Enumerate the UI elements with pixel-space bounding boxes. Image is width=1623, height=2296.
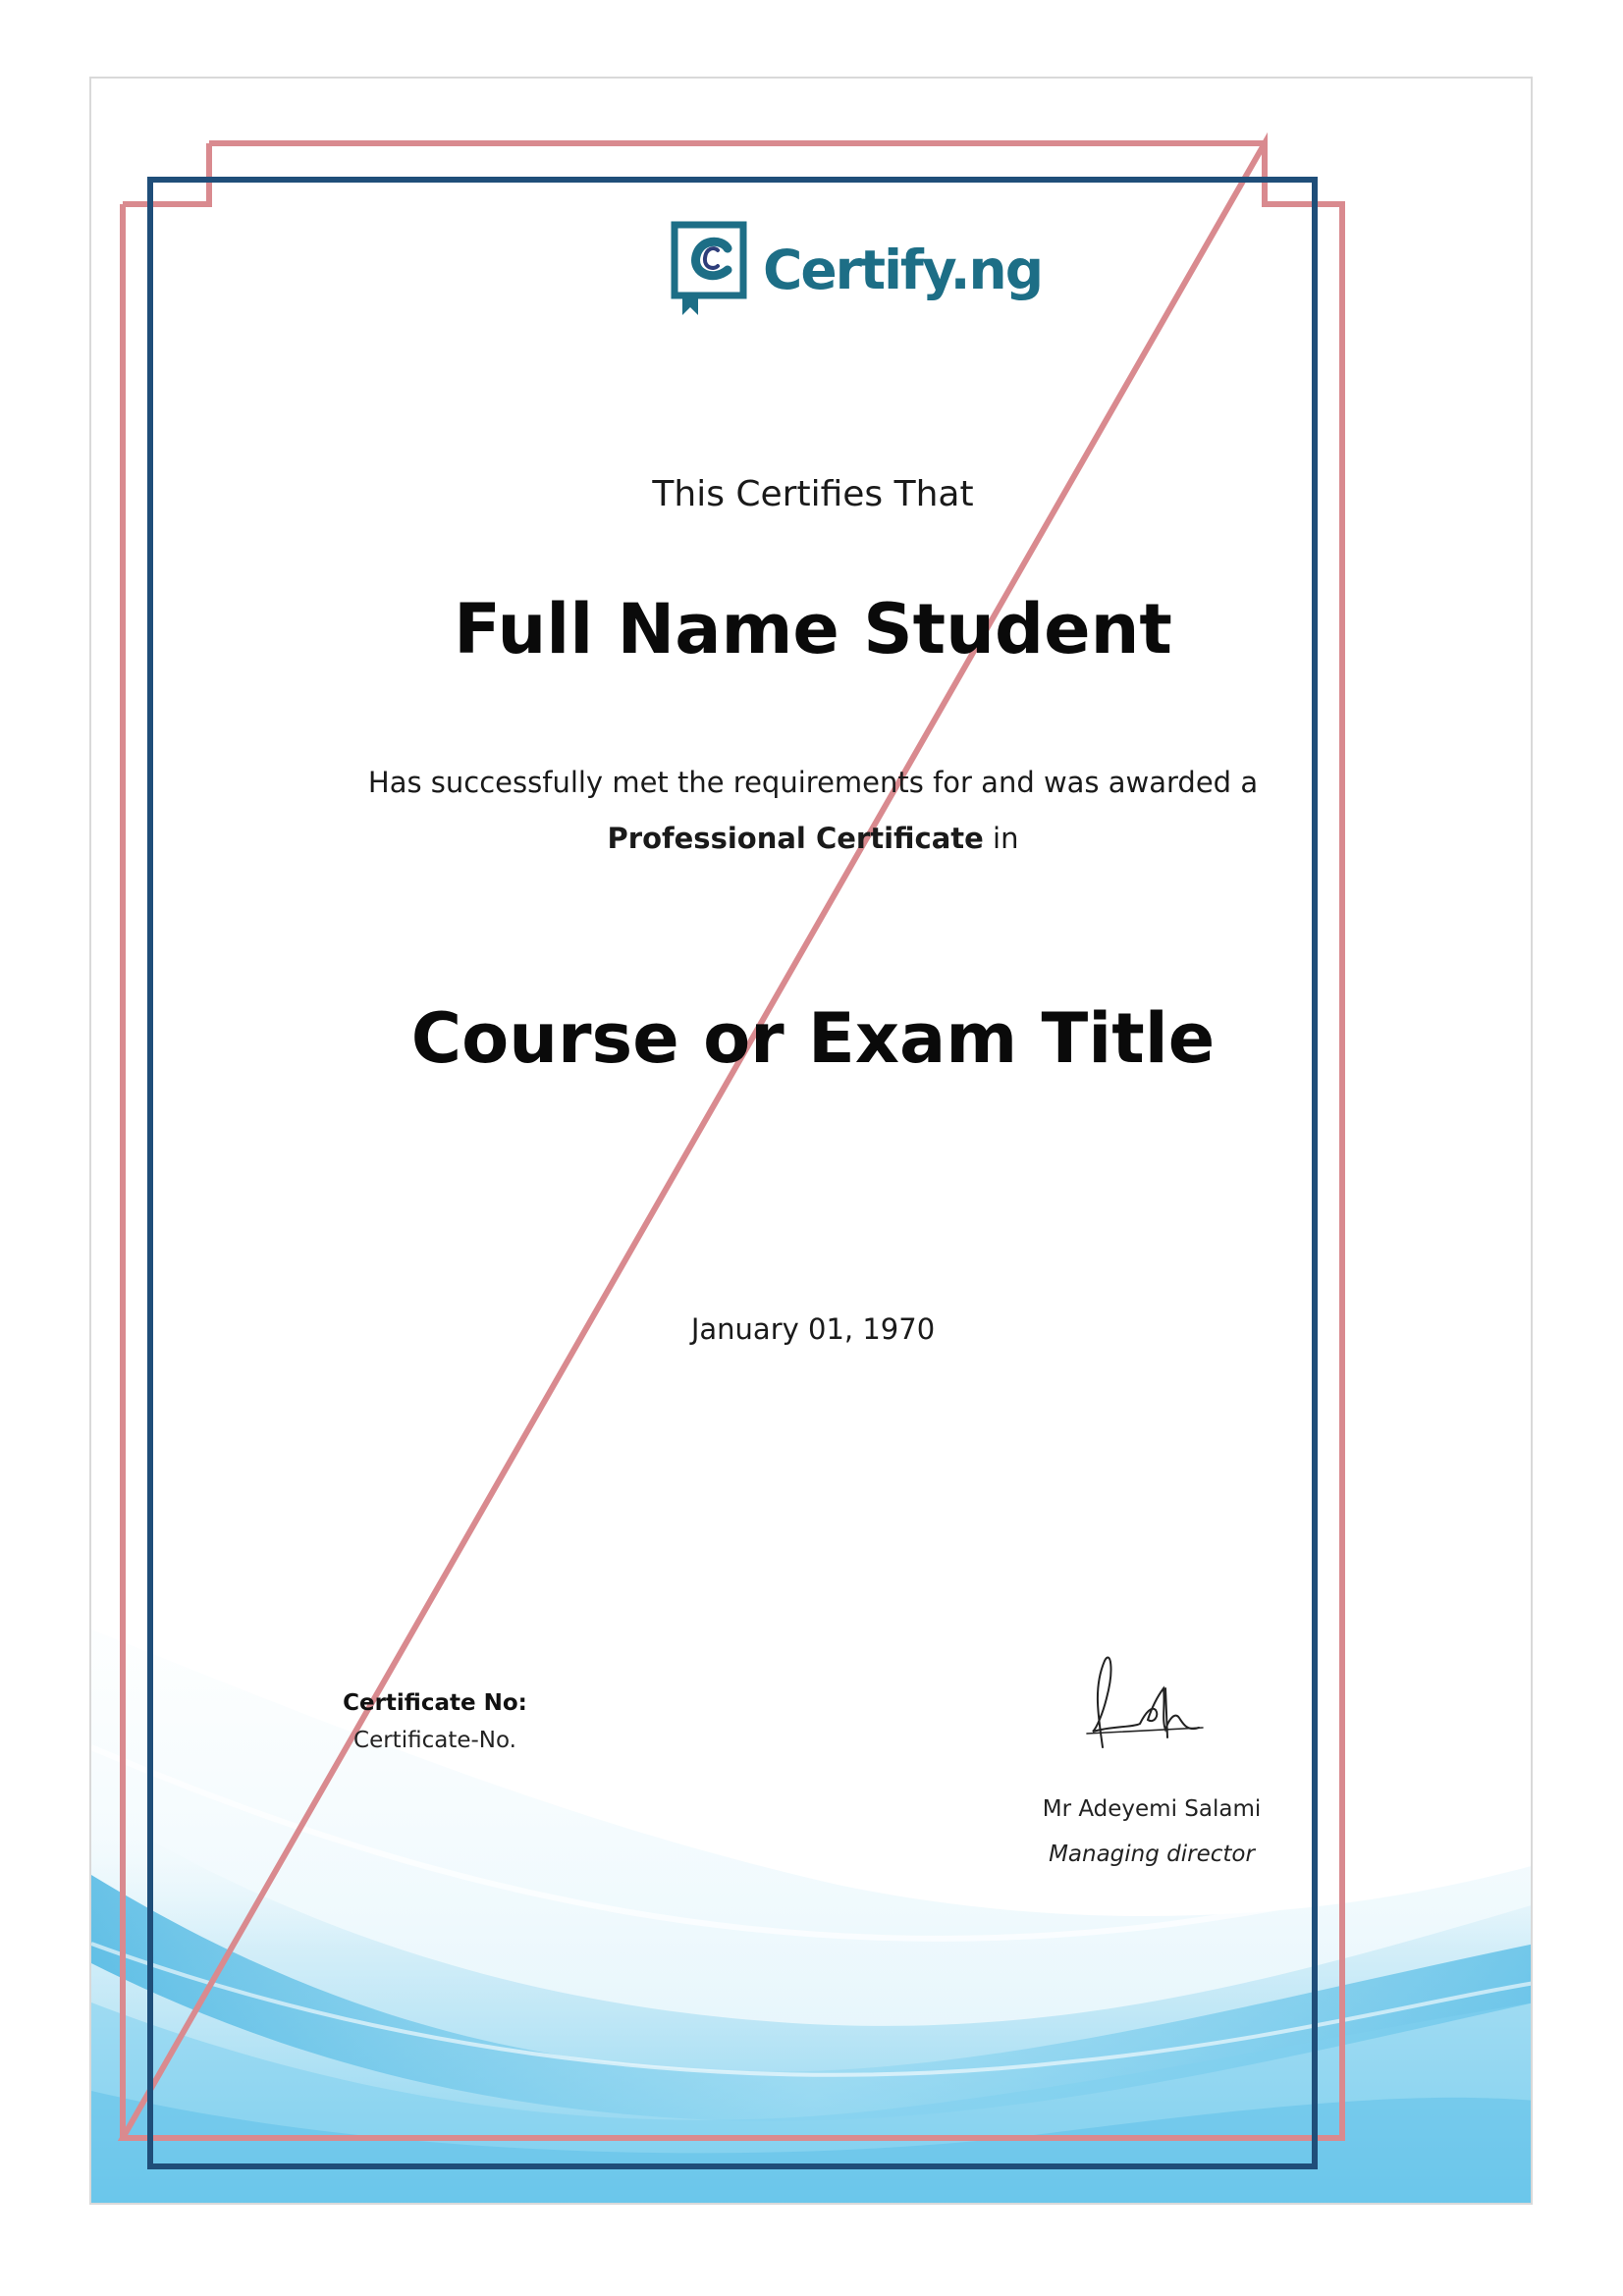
certificate-number-value: Certificate-No. [353,1728,516,1753]
decorative-border [91,79,1533,2205]
award-line [91,822,1533,855]
course-title: Course or Exam Title [410,998,1216,1079]
issue-date: January 01, 1970 [690,1312,936,1346]
brand-name: Certify.ng [763,239,1043,301]
requirements-statement: Has successfully met the requirements for and was awarded a [367,766,1259,799]
award-suffix: in [983,822,1019,855]
signature [1063,1649,1220,1757]
certificate-number-block [307,1690,563,1753]
certificate-number-label: Certificate No: [343,1690,527,1716]
recipient-name: Full Name Student [454,589,1172,669]
signer-name: Mr Adeyemi Salami [1042,1796,1262,1822]
certificate-c-icon [671,221,759,324]
certifies-heading: This Certifies That [652,474,974,514]
certificate-page [89,77,1533,2205]
signer-title: Managing director [1049,1842,1255,1867]
award-type: Professional Certificate [607,822,984,855]
brand-logo [671,221,1043,329]
signer-block [1004,1796,1299,1867]
